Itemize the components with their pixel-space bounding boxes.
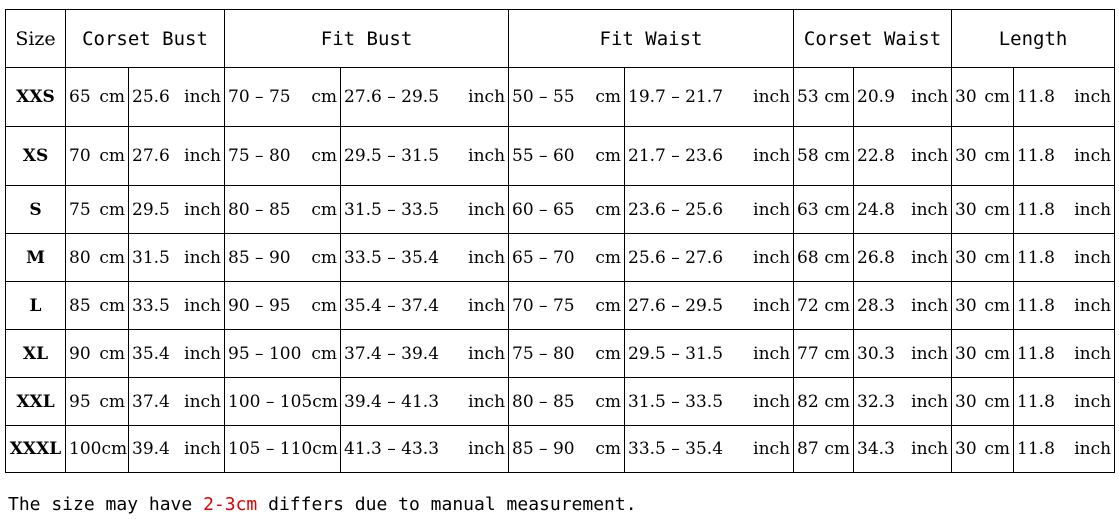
corset-waist-cm-cell-unit: cm xyxy=(824,247,851,268)
corset-waist-cm-cell xyxy=(794,282,854,330)
fit-bust-inch-cell-unit: inch xyxy=(468,439,506,459)
corset-bust-cm-cell-value: 90 xyxy=(69,343,91,364)
size-chart-table xyxy=(5,9,1115,473)
length-cm-cell-unit: cm xyxy=(984,146,1011,166)
fit-bust-inch-cell xyxy=(341,330,509,378)
header-length: Length xyxy=(952,10,1115,68)
corset-waist-cm-cell-value: 87 xyxy=(797,439,819,459)
length-cm-cell xyxy=(952,234,1014,282)
fit-waist-cm-cell-value: 75 – 80 xyxy=(512,343,575,364)
fit-waist-inch-cell-unit: inch xyxy=(753,199,791,220)
length-inch-cell xyxy=(1014,330,1115,378)
header-row xyxy=(6,10,1115,68)
fit-waist-inch-cell-unit: inch xyxy=(753,87,791,107)
length-cm-cell xyxy=(952,426,1014,473)
corset-bust-inch-cell-unit: inch xyxy=(184,343,221,364)
corset-bust-inch-cell-unit: inch xyxy=(184,391,221,412)
corset-bust-cm-cell-value: 70 xyxy=(69,146,91,166)
length-inch-cell xyxy=(1014,282,1115,330)
fit-bust-inch-cell xyxy=(341,68,509,127)
fit-waist-cm-cell-unit: cm xyxy=(595,343,622,364)
fit-bust-cm-cell-value: 80 – 85 xyxy=(228,199,291,220)
fit-waist-inch-cell xyxy=(625,378,794,426)
corset-waist-cm-cell xyxy=(794,234,854,282)
corset-waist-cm-cell xyxy=(794,426,854,473)
fit-waist-inch-cell-unit: inch xyxy=(753,295,791,316)
fit-waist-inch-cell xyxy=(625,426,794,473)
table-row xyxy=(6,127,1115,186)
header-fit-waist: Fit Waist xyxy=(509,10,794,68)
length-inch-cell-unit: inch xyxy=(1074,146,1112,166)
fit-waist-inch-cell xyxy=(625,127,794,186)
fit-bust-cm-cell xyxy=(225,426,341,473)
corset-waist-inch-cell-unit: inch xyxy=(911,391,949,412)
corset-bust-inch-cell-value: 27.6 xyxy=(132,146,170,166)
fit-bust-cm-cell-value: 95 – 100 xyxy=(228,343,302,364)
corset-bust-cm-cell-unit: cm xyxy=(99,391,125,412)
table-row xyxy=(6,68,1115,127)
measurement-note xyxy=(8,494,637,515)
table-row xyxy=(6,330,1115,378)
corset-bust-cm-cell-value: 65 xyxy=(69,87,91,107)
note-highlight: 2-3cm xyxy=(203,494,258,515)
fit-waist-cm-cell-unit: cm xyxy=(595,439,622,459)
corset-waist-cm-cell xyxy=(794,68,854,127)
table-body xyxy=(6,68,1115,473)
corset-waist-cm-cell-unit: cm xyxy=(824,343,851,364)
table-row xyxy=(6,378,1115,426)
length-inch-cell-value: 11.8 xyxy=(1017,87,1055,107)
fit-waist-cm-cell xyxy=(509,426,625,473)
length-cm-cell xyxy=(952,68,1014,127)
corset-bust-cm-cell xyxy=(66,378,129,426)
fit-bust-cm-cell-value: 85 – 90 xyxy=(228,247,291,268)
length-inch-cell xyxy=(1014,426,1115,473)
corset-bust-cm-cell xyxy=(66,426,129,473)
corset-waist-cm-cell-value: 77 xyxy=(797,343,819,364)
corset-waist-cm-cell xyxy=(794,186,854,234)
fit-waist-cm-cell-unit: cm xyxy=(595,247,622,268)
length-inch-cell-value: 11.8 xyxy=(1017,146,1055,166)
fit-waist-inch-cell xyxy=(625,234,794,282)
fit-waist-inch-cell xyxy=(625,282,794,330)
length-cm-cell-value: 30 xyxy=(955,343,977,364)
fit-bust-inch-cell-value: 37.4 – 39.4 xyxy=(344,343,440,364)
fit-bust-cm-cell-unit: cm xyxy=(312,391,338,412)
corset-waist-cm-cell xyxy=(794,127,854,186)
fit-bust-cm-cell-value: 75 – 80 xyxy=(228,146,291,166)
size-cell: XXXL xyxy=(6,426,66,473)
fit-bust-cm-cell-value: 105 – 110 xyxy=(228,439,313,459)
fit-waist-inch-cell xyxy=(625,330,794,378)
corset-waist-inch-cell xyxy=(854,330,952,378)
length-cm-cell-unit: cm xyxy=(984,295,1011,316)
corset-bust-cm-cell-unit: cm xyxy=(99,146,125,166)
fit-bust-inch-cell-value: 27.6 – 29.5 xyxy=(344,87,440,107)
fit-waist-inch-cell-unit: inch xyxy=(753,391,791,412)
fit-waist-inch-cell-value: 23.6 – 25.6 xyxy=(628,199,724,220)
corset-waist-inch-cell-unit: inch xyxy=(911,439,949,459)
corset-waist-inch-cell-value: 24.8 xyxy=(857,199,895,220)
fit-waist-inch-cell-unit: inch xyxy=(753,146,791,166)
corset-bust-inch-cell xyxy=(129,68,225,127)
length-inch-cell-unit: inch xyxy=(1074,391,1112,412)
corset-bust-inch-cell-value: 31.5 xyxy=(132,247,170,268)
corset-bust-cm-cell xyxy=(66,186,129,234)
fit-bust-inch-cell-value: 31.5 – 33.5 xyxy=(344,199,440,220)
corset-bust-inch-cell xyxy=(129,127,225,186)
fit-bust-cm-cell-unit: cm xyxy=(312,439,338,459)
length-cm-cell xyxy=(952,186,1014,234)
fit-bust-inch-cell xyxy=(341,127,509,186)
corset-bust-inch-cell xyxy=(129,186,225,234)
size-cell: XL xyxy=(6,330,66,378)
fit-bust-cm-cell-unit: cm xyxy=(311,199,337,220)
corset-bust-cm-cell-unit: cm xyxy=(99,343,125,364)
corset-waist-inch-cell-unit: inch xyxy=(911,247,949,268)
corset-bust-inch-cell-value: 29.5 xyxy=(132,199,170,220)
corset-waist-cm-cell-unit: cm xyxy=(824,439,851,459)
fit-bust-cm-cell xyxy=(225,234,341,282)
fit-bust-cm-cell xyxy=(225,127,341,186)
fit-bust-cm-cell xyxy=(225,186,341,234)
corset-waist-inch-cell-unit: inch xyxy=(911,199,949,220)
corset-waist-cm-cell-value: 82 xyxy=(797,391,819,412)
header-corset-waist: Corset Waist xyxy=(794,10,952,68)
length-cm-cell-unit: cm xyxy=(984,87,1011,107)
fit-waist-cm-cell-value: 50 – 55 xyxy=(512,87,575,107)
corset-bust-cm-cell xyxy=(66,68,129,127)
length-inch-cell xyxy=(1014,378,1115,426)
corset-waist-cm-cell-unit: cm xyxy=(824,295,851,316)
fit-waist-cm-cell-unit: cm xyxy=(595,87,622,107)
fit-waist-cm-cell xyxy=(509,127,625,186)
fit-bust-cm-cell-unit: cm xyxy=(311,247,337,268)
fit-waist-cm-cell-value: 55 – 60 xyxy=(512,146,575,166)
corset-bust-inch-cell-value: 25.6 xyxy=(132,87,170,107)
fit-bust-inch-cell xyxy=(341,378,509,426)
fit-waist-inch-cell xyxy=(625,68,794,127)
corset-bust-inch-cell-unit: inch xyxy=(184,87,221,107)
fit-bust-inch-cell xyxy=(341,282,509,330)
corset-waist-cm-cell xyxy=(794,378,854,426)
corset-waist-cm-cell-unit: cm xyxy=(824,87,851,107)
note-suffix: differs due to manual measurement. xyxy=(257,494,637,515)
fit-waist-cm-cell xyxy=(509,68,625,127)
corset-bust-cm-cell-unit: cm xyxy=(99,87,125,107)
corset-bust-cm-cell-value: 100 xyxy=(69,439,102,459)
corset-waist-inch-cell-value: 28.3 xyxy=(857,295,895,316)
corset-bust-inch-cell xyxy=(129,330,225,378)
length-inch-cell-unit: inch xyxy=(1074,439,1112,459)
corset-waist-cm-cell-value: 53 xyxy=(797,87,819,107)
table-row xyxy=(6,234,1115,282)
fit-waist-inch-cell-unit: inch xyxy=(753,439,791,459)
fit-bust-inch-cell-value: 39.4 – 41.3 xyxy=(344,391,440,412)
fit-waist-inch-cell-value: 21.7 – 23.6 xyxy=(628,146,724,166)
size-cell: S xyxy=(6,186,66,234)
length-inch-cell-value: 11.8 xyxy=(1017,343,1055,364)
length-cm-cell xyxy=(952,127,1014,186)
corset-bust-inch-cell-unit: inch xyxy=(184,247,221,268)
length-cm-cell-value: 30 xyxy=(955,199,977,220)
size-cell: XXL xyxy=(6,378,66,426)
length-cm-cell-value: 30 xyxy=(955,247,977,268)
corset-waist-inch-cell-unit: inch xyxy=(911,343,949,364)
corset-waist-inch-cell xyxy=(854,282,952,330)
corset-bust-inch-cell-unit: inch xyxy=(184,439,221,459)
length-cm-cell-unit: cm xyxy=(984,439,1011,459)
corset-waist-inch-cell xyxy=(854,378,952,426)
corset-waist-inch-cell-value: 22.8 xyxy=(857,146,895,166)
fit-bust-inch-cell xyxy=(341,234,509,282)
length-inch-cell-value: 11.8 xyxy=(1017,199,1055,220)
length-cm-cell-value: 30 xyxy=(955,146,977,166)
header-corset-bust: Corset Bust xyxy=(66,10,225,68)
fit-waist-cm-cell-value: 65 – 70 xyxy=(512,247,575,268)
fit-waist-cm-cell xyxy=(509,378,625,426)
fit-bust-inch-cell-value: 35.4 – 37.4 xyxy=(344,295,440,316)
corset-waist-cm-cell-unit: cm xyxy=(824,391,851,412)
table-row xyxy=(6,186,1115,234)
length-inch-cell-value: 11.8 xyxy=(1017,439,1055,459)
length-inch-cell-value: 11.8 xyxy=(1017,247,1055,268)
corset-waist-inch-cell-value: 34.3 xyxy=(857,439,895,459)
fit-waist-inch-cell xyxy=(625,186,794,234)
table-row xyxy=(6,282,1115,330)
length-inch-cell xyxy=(1014,127,1115,186)
fit-waist-cm-cell-value: 80 – 85 xyxy=(512,391,575,412)
corset-bust-cm-cell xyxy=(66,282,129,330)
corset-bust-cm-cell-value: 80 xyxy=(69,247,91,268)
fit-waist-cm-cell-unit: cm xyxy=(595,295,622,316)
corset-waist-inch-cell-value: 20.9 xyxy=(857,87,895,107)
corset-bust-cm-cell-value: 95 xyxy=(69,391,91,412)
fit-bust-inch-cell-unit: inch xyxy=(468,199,506,220)
table-row xyxy=(6,426,1115,473)
corset-waist-inch-cell-value: 26.8 xyxy=(857,247,895,268)
fit-bust-inch-cell-unit: inch xyxy=(468,87,506,107)
fit-waist-inch-cell-value: 29.5 – 31.5 xyxy=(628,343,724,364)
corset-bust-inch-cell-unit: inch xyxy=(184,146,221,166)
corset-waist-inch-cell-unit: inch xyxy=(911,87,949,107)
corset-bust-cm-cell-unit: cm xyxy=(99,247,125,268)
length-cm-cell-value: 30 xyxy=(955,87,977,107)
corset-bust-inch-cell-value: 37.4 xyxy=(132,391,170,412)
corset-bust-inch-cell xyxy=(129,426,225,473)
fit-bust-inch-cell xyxy=(341,426,509,473)
corset-waist-inch-cell xyxy=(854,68,952,127)
length-inch-cell-unit: inch xyxy=(1074,199,1112,220)
length-cm-cell-unit: cm xyxy=(984,247,1011,268)
fit-waist-inch-cell-value: 25.6 – 27.6 xyxy=(628,247,724,268)
length-cm-cell xyxy=(952,378,1014,426)
corset-bust-cm-cell xyxy=(66,330,129,378)
length-inch-cell-unit: inch xyxy=(1074,87,1112,107)
fit-bust-cm-cell-unit: cm xyxy=(311,146,337,166)
length-cm-cell xyxy=(952,330,1014,378)
fit-bust-cm-cell xyxy=(225,282,341,330)
length-inch-cell xyxy=(1014,234,1115,282)
length-inch-cell xyxy=(1014,186,1115,234)
length-inch-cell xyxy=(1014,68,1115,127)
size-cell: XS xyxy=(6,127,66,186)
fit-bust-cm-cell-value: 70 – 75 xyxy=(228,87,291,107)
corset-waist-cm-cell-value: 72 xyxy=(797,295,819,316)
corset-bust-cm-cell-unit: cm xyxy=(101,439,128,459)
fit-bust-cm-cell-unit: cm xyxy=(311,343,337,364)
corset-bust-cm-cell-value: 85 xyxy=(69,295,91,316)
corset-waist-cm-cell xyxy=(794,330,854,378)
fit-bust-cm-cell-unit: cm xyxy=(311,295,337,316)
fit-waist-cm-cell-unit: cm xyxy=(595,391,622,412)
length-cm-cell-unit: cm xyxy=(984,343,1011,364)
fit-waist-inch-cell-unit: inch xyxy=(753,247,791,268)
corset-bust-inch-cell-unit: inch xyxy=(184,295,221,316)
header-fit-bust: Fit Bust xyxy=(225,10,509,68)
corset-waist-inch-cell xyxy=(854,426,952,473)
corset-bust-cm-cell xyxy=(66,127,129,186)
fit-waist-cm-cell-value: 60 – 65 xyxy=(512,199,575,220)
fit-bust-inch-cell xyxy=(341,186,509,234)
corset-bust-inch-cell xyxy=(129,234,225,282)
corset-bust-cm-cell-unit: cm xyxy=(99,199,125,220)
corset-bust-inch-cell-value: 39.4 xyxy=(132,439,170,459)
fit-bust-cm-cell xyxy=(225,68,341,127)
corset-waist-cm-cell-unit: cm xyxy=(824,146,851,166)
corset-bust-inch-cell-value: 35.4 xyxy=(132,343,170,364)
fit-bust-cm-cell-value: 90 – 95 xyxy=(228,295,291,316)
fit-waist-cm-cell xyxy=(509,282,625,330)
fit-bust-inch-cell-value: 41.3 – 43.3 xyxy=(344,439,440,459)
size-cell: XXS xyxy=(6,68,66,127)
length-cm-cell-unit: cm xyxy=(984,199,1011,220)
fit-waist-inch-cell-unit: inch xyxy=(753,343,791,364)
fit-waist-cm-cell-value: 85 – 90 xyxy=(512,439,575,459)
corset-waist-inch-cell xyxy=(854,127,952,186)
corset-bust-cm-cell xyxy=(66,234,129,282)
corset-bust-inch-cell-value: 33.5 xyxy=(132,295,170,316)
fit-waist-cm-cell xyxy=(509,234,625,282)
corset-waist-inch-cell xyxy=(854,186,952,234)
length-inch-cell-value: 11.8 xyxy=(1017,295,1055,316)
fit-bust-inch-cell-unit: inch xyxy=(468,391,506,412)
corset-waist-cm-cell-value: 63 xyxy=(797,199,819,220)
corset-waist-inch-cell-value: 30.3 xyxy=(857,343,895,364)
length-cm-cell xyxy=(952,282,1014,330)
length-inch-cell-unit: inch xyxy=(1074,343,1112,364)
corset-waist-inch-cell-unit: inch xyxy=(911,146,949,166)
corset-bust-inch-cell xyxy=(129,378,225,426)
length-cm-cell-value: 30 xyxy=(955,439,977,459)
fit-bust-inch-cell-unit: inch xyxy=(468,247,506,268)
fit-bust-cm-cell-unit: cm xyxy=(311,87,337,107)
corset-bust-inch-cell xyxy=(129,282,225,330)
fit-waist-cm-cell xyxy=(509,186,625,234)
fit-waist-inch-cell-value: 19.7 – 21.7 xyxy=(628,87,724,107)
note-prefix: The size may have xyxy=(8,494,204,515)
length-inch-cell-unit: inch xyxy=(1074,295,1112,316)
fit-bust-cm-cell xyxy=(225,378,341,426)
fit-waist-cm-cell-unit: cm xyxy=(595,146,622,166)
fit-waist-cm-cell-value: 70 – 75 xyxy=(512,295,575,316)
fit-waist-inch-cell-value: 33.5 – 35.4 xyxy=(628,439,724,459)
corset-bust-inch-cell-unit: inch xyxy=(184,199,221,220)
size-cell: M xyxy=(6,234,66,282)
corset-bust-cm-cell-value: 75 xyxy=(69,199,91,220)
fit-waist-cm-cell xyxy=(509,330,625,378)
fit-bust-inch-cell-value: 29.5 – 31.5 xyxy=(344,146,440,166)
length-inch-cell-unit: inch xyxy=(1074,247,1112,268)
corset-waist-inch-cell xyxy=(854,234,952,282)
corset-waist-cm-cell-value: 68 xyxy=(797,247,819,268)
corset-waist-cm-cell-value: 58 xyxy=(797,146,819,166)
length-inch-cell-value: 11.8 xyxy=(1017,391,1055,412)
length-cm-cell-value: 30 xyxy=(955,391,977,412)
size-cell: L xyxy=(6,282,66,330)
fit-bust-inch-cell-unit: inch xyxy=(468,295,506,316)
fit-bust-inch-cell-unit: inch xyxy=(468,146,506,166)
corset-waist-inch-cell-value: 32.3 xyxy=(857,391,895,412)
fit-bust-cm-cell xyxy=(225,330,341,378)
fit-bust-cm-cell-value: 100 – 105 xyxy=(228,391,313,412)
length-cm-cell-unit: cm xyxy=(984,391,1011,412)
fit-waist-cm-cell-unit: cm xyxy=(595,199,622,220)
corset-waist-cm-cell-unit: cm xyxy=(824,199,851,220)
fit-bust-inch-cell-unit: inch xyxy=(468,343,506,364)
header-size: Size xyxy=(6,10,66,68)
fit-bust-inch-cell-value: 33.5 – 35.4 xyxy=(344,247,440,268)
fit-waist-inch-cell-value: 31.5 – 33.5 xyxy=(628,391,724,412)
length-cm-cell-value: 30 xyxy=(955,295,977,316)
corset-bust-cm-cell-unit: cm xyxy=(99,295,125,316)
fit-waist-inch-cell-value: 27.6 – 29.5 xyxy=(628,295,724,316)
corset-waist-inch-cell-unit: inch xyxy=(911,295,949,316)
